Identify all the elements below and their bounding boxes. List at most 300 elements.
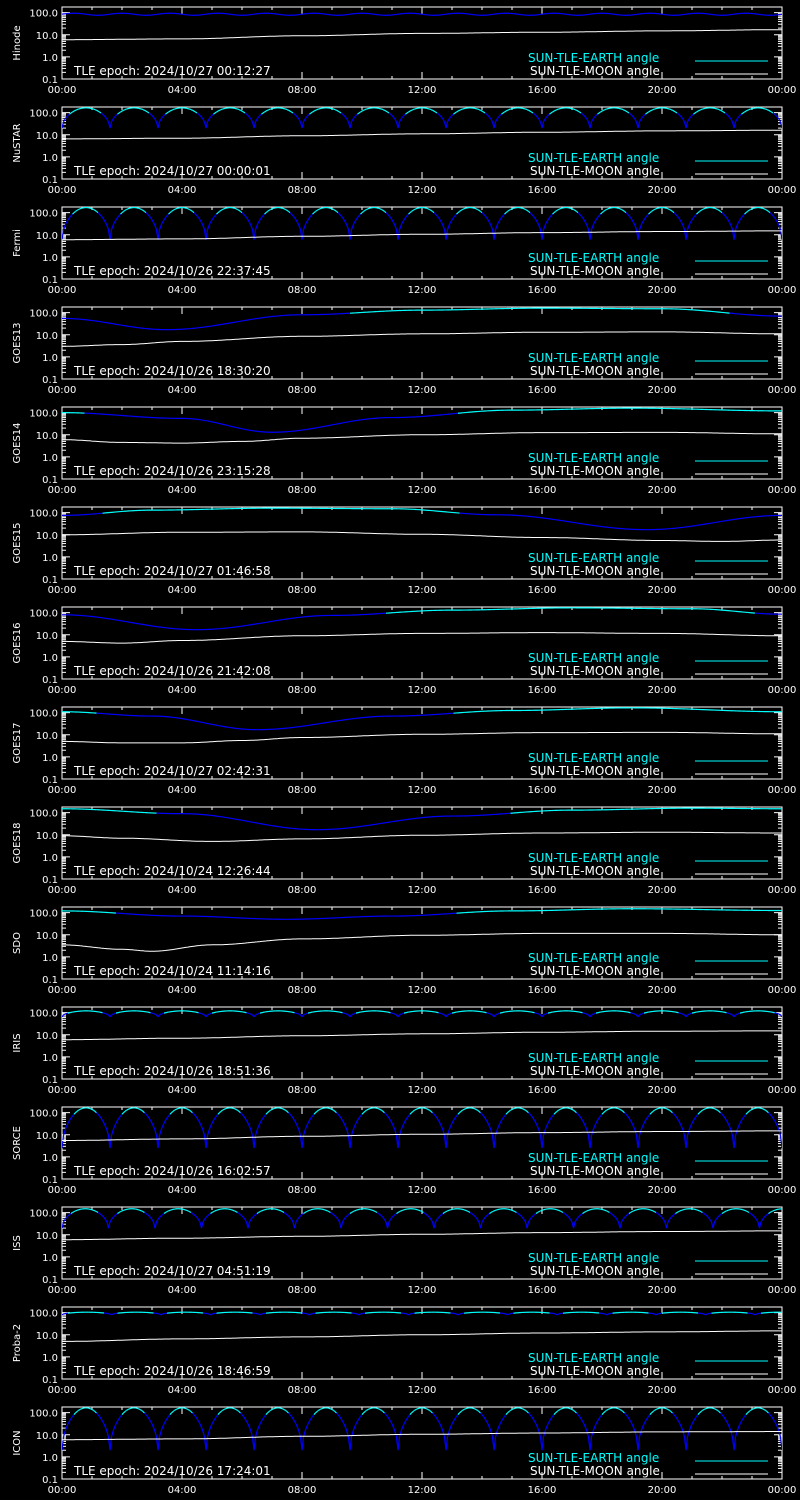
earth-angle-segment	[689, 222, 691, 225]
earth-angle-segment	[715, 208, 717, 209]
x-tick-label: 04:00	[167, 485, 197, 496]
earth-angle-segment	[98, 111, 100, 112]
y-tick-label: 1.0	[42, 652, 58, 664]
earth-angle-segment	[209, 222, 211, 225]
earth-angle-segment	[484, 214, 486, 216]
earth-angle-segment	[551, 112, 553, 113]
earth-angle-segment	[655, 209, 657, 210]
earth-angle-segment	[244, 112, 246, 113]
earth-angle-segment	[542, 230, 544, 240]
earth-angle-segment	[239, 210, 241, 211]
earth-angle-segment	[284, 209, 286, 210]
earth-angle-segment	[299, 225, 301, 229]
x-tick-label: 04:00	[167, 85, 197, 96]
panel-nustar	[0, 100, 800, 200]
earth-angle-segment	[545, 117, 547, 119]
earth-angle-segment	[382, 210, 384, 211]
x-tick-label: 08:00	[287, 685, 317, 696]
earth-angle-segment	[527, 110, 529, 111]
earth-angle-segment	[475, 208, 477, 209]
earth-angle-segment	[154, 222, 156, 225]
earth-angle-segment	[254, 122, 256, 128]
earth-angle-segment	[388, 214, 390, 216]
earth-angle-segment	[482, 213, 484, 214]
earth-angle-segment	[736, 119, 738, 122]
earth-angle-segment	[598, 216, 600, 218]
earth-angle-segment	[331, 208, 333, 209]
earth-angle-segment	[151, 114, 153, 115]
earth-angle-segment	[646, 216, 648, 218]
earth-angle-segment	[731, 119, 733, 122]
earth-angle-segment	[245, 216, 247, 218]
earth-angle-segment	[697, 213, 699, 214]
legend-moon-label: SUN-TLE-MOON angle	[530, 864, 660, 878]
earth-angle-segment	[76, 110, 78, 111]
earth-angle-segment	[406, 216, 408, 218]
earth-angle-segment	[391, 114, 393, 115]
x-tick-label: 04:00	[167, 285, 197, 296]
earth-angle-segment	[166, 113, 168, 114]
earth-angle-segment	[691, 220, 693, 223]
earth-angle-segment	[437, 216, 439, 218]
earth-angle-segment	[722, 213, 724, 214]
y-tick-label: 10.0	[35, 830, 58, 842]
x-tick-label: 00:00	[767, 385, 797, 396]
earth-angle-segment	[217, 111, 219, 112]
earth-angle-segment	[271, 209, 273, 210]
earth-angle-segment	[332, 209, 334, 210]
earth-angle-segment	[697, 111, 699, 112]
earth-angle-segment	[151, 218, 153, 220]
earth-angle-segment	[245, 113, 247, 114]
earth-angle-segment	[545, 222, 547, 225]
earth-angle-segment	[586, 222, 588, 225]
earth-angle-segment	[307, 220, 309, 223]
earth-angle-segment	[124, 210, 126, 211]
earth-angle-segment	[400, 225, 402, 229]
earth-angle-segment	[491, 225, 493, 229]
x-tick-label: 08:00	[287, 185, 317, 196]
earth-angle-segment	[487, 218, 489, 220]
earth-angle-segment	[340, 112, 342, 113]
earth-angle-segment	[118, 216, 120, 218]
earth-angle-segment	[727, 218, 729, 220]
earth-angle-segment	[622, 109, 624, 110]
earth-angle-segment	[604, 110, 606, 111]
x-tick-label: 00:00	[767, 485, 797, 496]
earth-angle-segment	[505, 213, 507, 214]
earth-angle-segment	[242, 213, 244, 214]
earth-angle-segment	[311, 214, 313, 216]
x-tick-label: 00:00	[47, 85, 77, 96]
earth-angle-segment	[386, 213, 388, 214]
earth-angle-segment	[557, 109, 559, 110]
x-tick-label: 12:00	[407, 685, 437, 696]
earth-angle-segment	[200, 116, 202, 118]
x-tick-label: 12:00	[407, 885, 437, 896]
earth-angle-segment	[350, 122, 352, 128]
x-tick-label: 12:00	[407, 785, 437, 796]
earth-angle-segment	[776, 116, 778, 118]
earth-angle-segment	[260, 218, 262, 220]
earth-angle-segment	[215, 112, 217, 113]
earth-angle-segment	[635, 119, 637, 122]
earth-angle-segment	[121, 111, 123, 112]
x-tick-label: 00:00	[47, 985, 77, 996]
satellite-label: GOES14	[12, 422, 23, 464]
earth-angle-segment	[341, 113, 343, 114]
earth-angle-segment	[668, 209, 670, 210]
earth-angle-segment	[355, 220, 357, 223]
earth-angle-segment	[739, 116, 741, 118]
earth-angle-segment	[529, 211, 531, 212]
earth-angle-segment	[598, 113, 600, 114]
earth-angle-segment	[676, 112, 678, 113]
earth-angle-segment	[749, 210, 751, 211]
earth-angle-segment	[764, 209, 766, 210]
earth-angle-segment	[719, 210, 721, 211]
y-tick-label: 0.1	[42, 375, 58, 386]
earth-angle-segment	[446, 122, 448, 128]
earth-angle-segment	[311, 112, 313, 113]
earth-angle-segment	[169, 213, 171, 214]
earth-angle-segment	[674, 213, 676, 214]
y-tick-label: 10.0	[35, 930, 58, 942]
earth-angle-segment	[544, 225, 546, 229]
earth-angle-segment	[632, 220, 634, 223]
earth-angle-segment	[77, 210, 79, 211]
earth-angle-segment	[191, 110, 193, 111]
y-tick-label: 100.0	[29, 908, 58, 920]
earth-angle-segment	[254, 230, 256, 240]
earth-angle-segment	[497, 222, 499, 225]
earth-angle-segment	[308, 218, 310, 220]
earth-angle-segment	[526, 210, 528, 211]
x-tick-label: 20:00	[647, 185, 677, 196]
earth-angle-segment	[722, 111, 724, 112]
series-moon-angle	[62, 130, 782, 139]
earth-angle-segment	[770, 213, 772, 214]
earth-angle-segment	[74, 211, 76, 212]
earth-angle-segment	[656, 208, 658, 209]
earth-angle-segment	[533, 216, 535, 218]
earth-angle-segment	[626, 111, 628, 112]
earth-angle-segment	[365, 109, 367, 110]
earth-angle-segment	[290, 213, 292, 214]
earth-angle-segment	[724, 112, 726, 113]
earth-angle-segment	[268, 210, 270, 211]
earth-angle-segment	[298, 117, 300, 119]
earth-angle-segment	[602, 110, 604, 111]
series-moon-angle	[62, 30, 782, 40]
earth-angle-segment	[607, 209, 609, 210]
earth-angle-segment	[251, 225, 253, 229]
earth-angle-segment	[652, 110, 654, 111]
y-tick-label: 0.1	[42, 275, 58, 286]
earth-angle-segment	[689, 117, 691, 119]
earth-angle-segment	[113, 222, 115, 225]
earth-angle-segment	[212, 218, 214, 220]
earth-angle-segment	[149, 216, 151, 218]
earth-angle-segment	[686, 122, 688, 128]
earth-angle-segment	[688, 119, 690, 122]
earth-angle-segment	[550, 113, 552, 114]
earth-angle-segment	[394, 222, 396, 225]
x-tick-label: 20:00	[647, 985, 677, 996]
earth-angle-segment	[319, 209, 321, 210]
legend-earth-label: SUN-TLE-EARTH angle	[528, 751, 660, 765]
earth-angle-segment	[106, 222, 108, 225]
earth-angle-segment	[247, 114, 249, 115]
x-tick-label: 04:00	[167, 885, 197, 896]
earth-angle-segment	[145, 211, 147, 212]
series-moon-angle	[62, 732, 782, 743]
earth-angle-segment	[583, 218, 585, 220]
earth-angle-segment	[212, 114, 214, 115]
earth-angle-segment	[257, 222, 259, 225]
earth-angle-segment	[335, 210, 337, 211]
earth-angle-segment	[152, 220, 154, 223]
y-tick-label: 10.0	[35, 630, 58, 642]
earth-angle-segment	[619, 208, 621, 209]
earth-angle-segment	[353, 222, 355, 225]
earth-angle-segment	[272, 208, 274, 209]
tle-epoch-label: TLE epoch: 2024/10/26 21:42:08	[74, 664, 271, 678]
earth-angle-segment	[683, 119, 685, 122]
earth-angle-segment	[107, 225, 109, 229]
earth-angle-segment	[673, 211, 675, 212]
earth-angle-segment	[383, 110, 385, 111]
series-moon-angle	[62, 532, 782, 542]
earth-angle-segment	[694, 216, 696, 218]
y-tick-label: 0.1	[42, 575, 58, 586]
earth-angle-segment	[187, 208, 189, 209]
earth-angle-segment	[448, 119, 450, 122]
earth-angle-segment	[731, 225, 733, 229]
earth-angle-segment	[590, 122, 592, 128]
earth-angle-segment	[526, 109, 528, 110]
earth-angle-segment	[121, 213, 123, 214]
earth-angle-segment	[242, 111, 244, 112]
y-tick-label: 0.1	[42, 875, 58, 886]
earth-angle-segment	[535, 114, 537, 115]
earth-angle-segment	[580, 214, 582, 216]
earth-angle-segment	[499, 116, 501, 118]
earth-angle-segment	[260, 114, 262, 115]
earth-angle-segment	[769, 110, 771, 111]
earth-angle-segment	[775, 114, 777, 115]
earth-angle-segment	[79, 209, 81, 210]
earth-angle-segment	[488, 116, 490, 118]
earth-angle-segment	[698, 211, 700, 212]
earth-angle-segment	[640, 119, 642, 122]
earth-angle-segment	[431, 110, 433, 111]
earth-angle-segment	[647, 214, 649, 216]
earth-angle-segment	[352, 225, 354, 229]
earth-angle-segment	[538, 222, 540, 225]
y-tick-label: 0.1	[42, 675, 58, 686]
earth-angle-segment	[652, 210, 654, 211]
earth-angle-segment	[310, 113, 312, 114]
earth-angle-segment	[460, 110, 462, 111]
earth-angle-segment	[190, 210, 192, 211]
earth-angle-segment	[620, 209, 622, 210]
earth-angle-segment	[170, 211, 172, 212]
y-tick-label: 1.0	[42, 752, 58, 764]
earth-angle-segment	[544, 119, 546, 122]
earth-angle-segment	[128, 208, 130, 209]
earth-angle-segment	[286, 210, 288, 211]
earth-angle-segment	[481, 211, 483, 212]
legend-earth-label: SUN-TLE-EARTH angle	[528, 851, 660, 865]
earth-angle-segment	[344, 220, 346, 223]
legend-earth-label: SUN-TLE-EARTH angle	[528, 51, 660, 65]
earth-angle-segment	[593, 222, 595, 225]
earth-angle-segment	[458, 110, 460, 111]
y-tick-label: 10.0	[35, 30, 58, 42]
earth-angle-segment	[643, 220, 645, 223]
earth-angle-segment	[343, 218, 345, 220]
earth-angle-segment	[224, 208, 226, 209]
earth-angle-segment	[667, 208, 669, 209]
earth-angle-segment	[586, 117, 588, 119]
tle-epoch-label: TLE epoch: 2024/10/27 01:46:58	[74, 564, 271, 578]
earth-angle-segment	[343, 114, 345, 115]
earth-angle-segment	[571, 208, 573, 209]
earth-angle-segment	[500, 114, 502, 115]
earth-angle-segment	[385, 211, 387, 212]
earth-angle-segment	[143, 210, 145, 211]
y-tick-label: 10.0	[35, 330, 58, 342]
x-tick-label: 20:00	[647, 285, 677, 296]
earth-angle-segment	[539, 225, 541, 229]
y-tick-label: 100.0	[29, 8, 58, 20]
x-tick-label: 16:00	[527, 585, 557, 596]
earth-angle-segment	[721, 211, 723, 212]
x-tick-label: 08:00	[287, 485, 317, 496]
earth-angle-segment	[704, 208, 706, 209]
earth-angle-segment	[434, 111, 436, 112]
earth-angle-segment	[223, 209, 225, 210]
earth-angle-segment	[202, 117, 204, 119]
earth-angle-segment	[605, 210, 607, 211]
earth-angle-segment	[266, 211, 268, 212]
satellite-label: Fermi	[12, 229, 23, 257]
earth-angle-segment	[649, 111, 651, 112]
earth-angle-segment	[641, 222, 643, 225]
earth-angle-segment	[202, 222, 204, 225]
earth-angle-segment	[730, 117, 732, 119]
earth-angle-segment	[532, 214, 534, 216]
earth-angle-segment	[256, 225, 258, 229]
earth-angle-segment	[767, 110, 769, 111]
earth-angle-segment	[623, 110, 625, 111]
earth-angle-segment	[350, 230, 352, 240]
earth-angle-segment	[334, 210, 336, 211]
earth-angle-segment	[110, 122, 112, 128]
earth-angle-segment	[316, 210, 318, 211]
earth-angle-segment	[775, 218, 777, 220]
earth-angle-segment	[488, 220, 490, 223]
earth-angle-segment	[112, 225, 114, 229]
earth-angle-segment	[119, 112, 121, 113]
earth-angle-segment	[443, 225, 445, 229]
earth-angle-segment	[68, 114, 70, 115]
earth-angle-segment	[404, 114, 406, 115]
earth-angle-segment	[248, 116, 250, 118]
earth-angle-segment	[341, 216, 343, 218]
earth-angle-segment	[238, 109, 240, 110]
earth-angle-segment	[296, 220, 298, 223]
earth-angle-segment	[346, 117, 348, 119]
earth-angle-segment	[584, 116, 586, 118]
earth-angle-segment	[208, 119, 210, 122]
earth-angle-segment	[361, 213, 363, 214]
earth-angle-segment	[751, 209, 753, 210]
earth-angle-segment	[449, 117, 451, 119]
series-moon-angle	[62, 432, 782, 443]
earth-angle-segment	[154, 117, 156, 119]
earth-angle-segment	[379, 208, 381, 209]
earth-angle-segment	[533, 113, 535, 114]
earth-angle-segment	[647, 112, 649, 113]
earth-angle-segment	[439, 218, 441, 220]
earth-angle-segment	[671, 210, 673, 211]
earth-angle-segment	[191, 210, 193, 211]
earth-angle-segment	[748, 110, 750, 111]
earth-angle-segment	[97, 110, 99, 111]
earth-angle-segment	[508, 210, 510, 211]
earth-angle-segment	[485, 216, 487, 218]
legend-earth-label: SUN-TLE-EARTH angle	[528, 651, 660, 665]
earth-angle-segment	[628, 214, 630, 216]
earth-angle-segment	[766, 210, 768, 211]
x-tick-label: 20:00	[647, 385, 677, 396]
earth-angle-segment	[106, 117, 108, 119]
earth-angle-segment	[337, 211, 339, 212]
earth-angle-segment	[155, 225, 157, 229]
earth-angle-segment	[682, 117, 684, 119]
tle-epoch-label: TLE epoch: 2024/10/27 00:12:27	[74, 64, 271, 78]
earth-angle-segment	[410, 211, 412, 212]
earth-angle-segment	[439, 114, 441, 115]
earth-angle-segment	[743, 214, 745, 216]
earth-angle-segment	[71, 112, 73, 113]
panel-goes13	[0, 300, 800, 400]
y-tick-label: 0.1	[42, 975, 58, 986]
earth-angle-segment	[505, 111, 507, 112]
earth-angle-segment	[478, 210, 480, 211]
earth-angle-segment	[638, 122, 640, 128]
earth-angle-segment	[560, 208, 562, 209]
earth-angle-segment	[530, 213, 532, 214]
earth-angle-segment	[440, 220, 442, 223]
earth-angle-segment	[358, 216, 360, 218]
earth-angle-segment	[298, 222, 300, 225]
earth-angle-segment	[100, 214, 102, 216]
earth-angle-segment	[175, 209, 177, 210]
earth-angle-segment	[392, 116, 394, 118]
earth-angle-segment	[572, 209, 574, 210]
earth-angle-segment	[430, 109, 432, 110]
earth-angle-segment	[746, 110, 748, 111]
earth-angle-segment	[529, 110, 531, 111]
earth-angle-segment	[653, 109, 655, 110]
series-moon-angle	[62, 633, 782, 644]
earth-angle-segment	[235, 208, 237, 209]
earth-angle-segment	[553, 213, 555, 214]
earth-angle-segment	[356, 218, 358, 220]
